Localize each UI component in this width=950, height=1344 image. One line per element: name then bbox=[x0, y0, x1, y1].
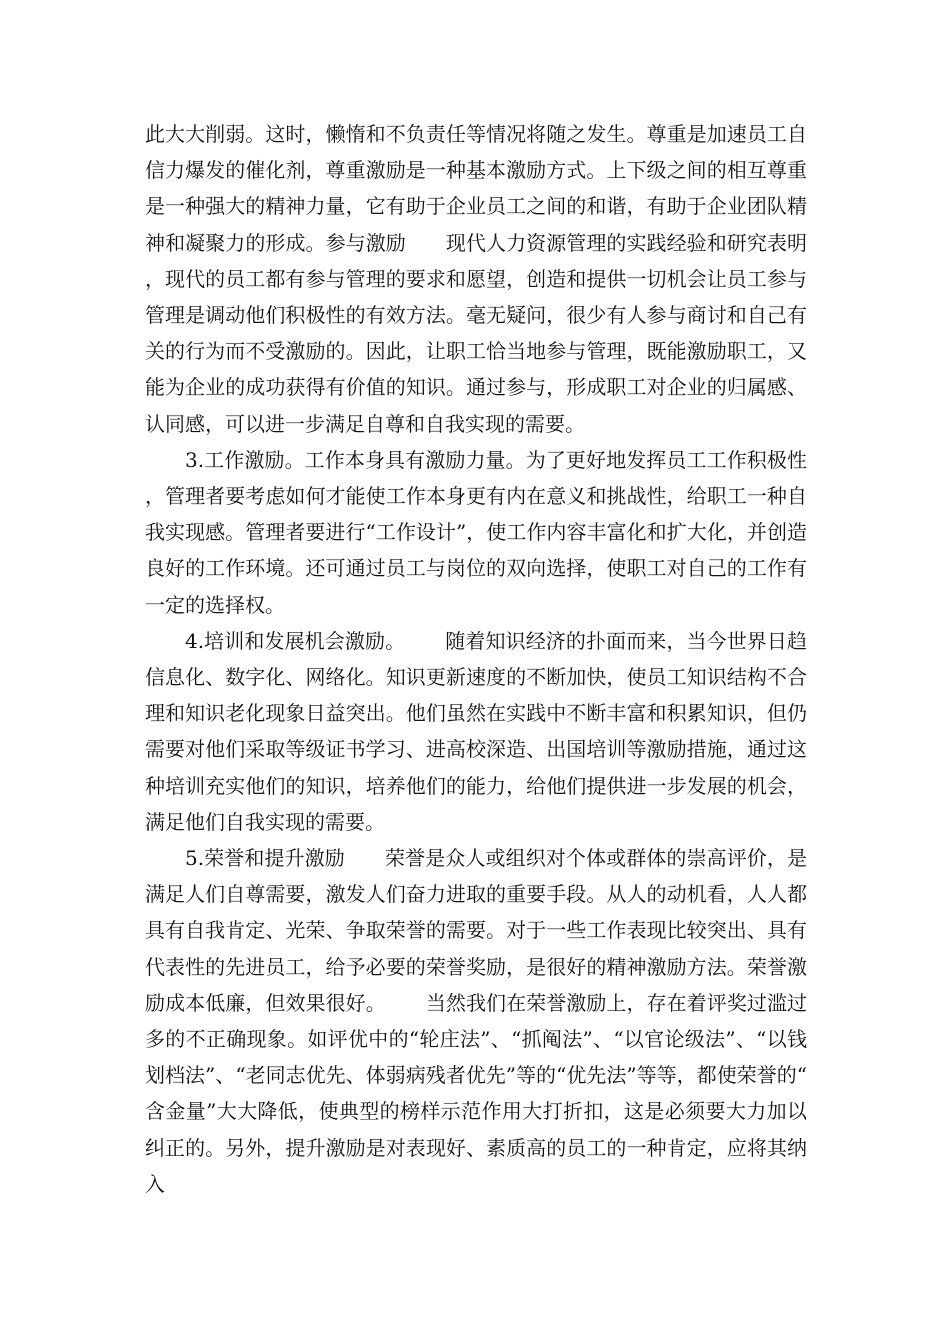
document-page bbox=[145, 116, 807, 1202]
paragraph-text: 此大大削弱。这时，懒惰和不负责任等情况将随之发生。尊重是加速员工自信力爆发的催化剂，尊重激励是一种基本激励方式。上下级之间的相互尊重是一种强大的精神力量，它有助于企业员工之间的和谐，有助于企业团队精神和凝聚力的形成。参与激励 bbox=[145, 122, 807, 255]
paragraph-text: 随着知识经济的扑面而来，当今世界日趋信息化、数字化、网络化。知识更新速度的不断加快，使员工知识结构不合理和知识老化现象日益突出。他们虽然在实践中不断丰富和积累知识，但仍需要对他们采取等级证书学习、进高校深造、出国培训等激励措施，通过这种培训充实他们的知识，培养他们的能力，给他们提供进一步发展的机会，满足他们自我实现的需要。 bbox=[145, 628, 807, 834]
paragraph-text: 荣誉是众人或组织对个体或群体的崇高评价，是满足人们自尊需要，激发人们奋力进取的重要手段。从人的动机看，人人都具有自我肯定、光荣、争取荣誉的需要。对于一些工作表现比较突出、具有代表性的先进员工，给予必要的荣誉奖励，是很好的精神激励方法。荣誉激励成本低廉，但效果很好。 bbox=[145, 846, 807, 1015]
paragraph-work-incentive bbox=[145, 442, 807, 623]
paragraph-text: 3.工作激励。工作本身具有激励力量。为了更好地发挥员工工作积极性，管理者要考虑如何才能使工作本身更有内在意义和挑战性，给职工一种自我实现感。管理者要进行“工作设计”，使工作内容丰富化和扩大化，并创造良好的工作环境。还可通过员工与岗位的双向选择，使职工对自己的工作有一定的选择权。 bbox=[145, 447, 807, 617]
section-heading: 4.培训和发展机会激励。 bbox=[185, 628, 406, 653]
section-heading: 5.荣誉和提升激励 bbox=[185, 846, 345, 871]
paragraph-training-incentive bbox=[145, 623, 807, 840]
paragraph-honor-promotion-incentive bbox=[145, 840, 807, 1202]
paragraph-participation-incentive bbox=[145, 116, 807, 442]
paragraph-text: 现代人力资源管理的实践经验和研究表明，现代的员工都有参与管理的要求和愿望，创造和提供一切机会让员工参与管理是调动他们积极性的有效方法。毫无疑问，很少有人参与商讨和自己有关的行为而不受激励的。因此，让职工恰当地参与管理，既能激励职工，又能为企业的成功获得有价值的知识。通过参与，形成职工对企业的归属感、认同感，可以进一步满足自尊和自我实现的需要。 bbox=[145, 230, 808, 436]
paragraph-text: 当然我们在荣誉激励上，存在着评奖过滥过多的不正确现象。如评优中的“轮庄法”、“抓阄法”、“以官论级法”、“以钱划档法”、“老同志优先、体弱病残者优先”等的“优先法”等等，都使荣誉的“含金量”大大降低，使典型的榜样示范作用大打折扣，这是必须要大力加以纠正的。另外，提升激励是对表现好、素质高的员工的一种肯定，应将其纳入 bbox=[145, 990, 808, 1196]
